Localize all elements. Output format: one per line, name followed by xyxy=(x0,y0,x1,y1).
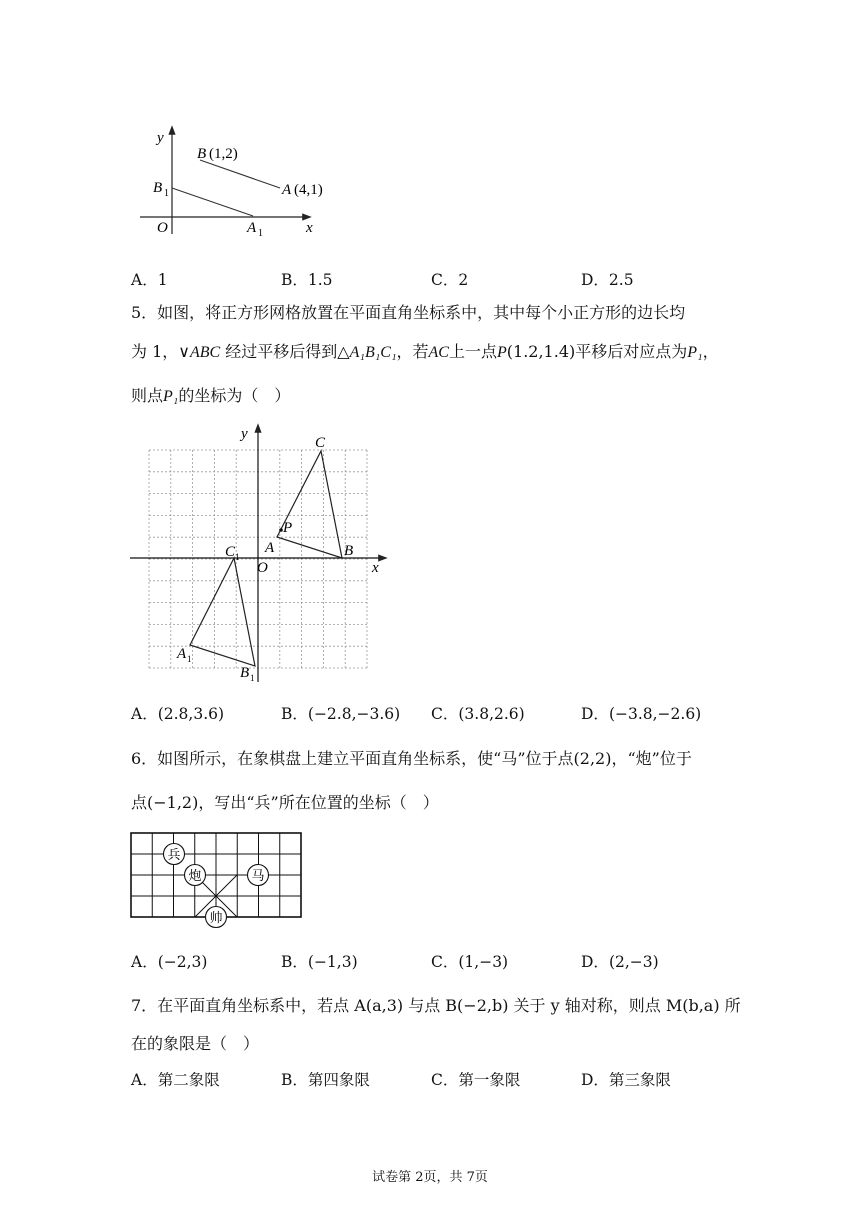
q5-line2-mid4: 平移后对应点为 xyxy=(575,342,688,361)
q5-point-c1-label: C xyxy=(225,544,236,560)
q5-line3-pre: 则点 xyxy=(131,386,164,405)
q5-point-b-label: B xyxy=(344,543,354,559)
q4-option-c[interactable]: C．2 xyxy=(431,271,469,289)
q6-piece-pao-label: 炮 xyxy=(188,868,202,883)
q6-option-c[interactable]: C．(1,−3) xyxy=(431,953,509,971)
q6-chessboard xyxy=(128,830,304,934)
q7-option-d[interactable]: D．第三象限 xyxy=(581,1071,671,1089)
q5-point-a1-sub: 1 xyxy=(187,654,192,664)
q6-option-d[interactable]: D．(2,−3) xyxy=(581,953,659,971)
q6-piece-shuai xyxy=(206,907,227,928)
q5-line2-mid2: ，若 xyxy=(396,342,429,361)
q5-point-a-label: A xyxy=(265,540,275,556)
q5-point-b1-sub: 1 xyxy=(250,673,255,683)
q4-option-b[interactable]: B．1.5 xyxy=(281,271,333,289)
q5-origin-label: O xyxy=(257,560,268,576)
q5-p-coord: (1.2,1.4) xyxy=(506,342,576,361)
q6-option-d-value: (2,−3) xyxy=(608,953,659,971)
q5-option-d-value: (−3.8,−2.6) xyxy=(608,705,702,723)
q4-figure xyxy=(135,122,335,242)
q5-figure xyxy=(125,420,395,690)
q6-piece-shuai-label: 帅 xyxy=(209,910,223,925)
q6-option-c-value: (1,−3) xyxy=(458,953,509,971)
page-footer: 试卷第 2页，共 7页 xyxy=(372,1170,488,1185)
q6-stem-line1: 6．如图所示，在象棋盘上建立平面直角坐标系，使“马”位于点(2,2)，“炮”位于 xyxy=(131,749,692,768)
q5-ac: AC xyxy=(428,344,449,361)
q5-line2-pre: 为 1，∨ xyxy=(131,342,190,361)
q4-y-label: y xyxy=(157,130,164,146)
q5-stem-line2 xyxy=(131,342,719,363)
q6-option-a[interactable]: A．(−2,3) xyxy=(131,953,208,971)
q5-stem-line1: 5．如图，将正方形网格放置在平面直角坐标系中，其中每个小正方形的边长均 xyxy=(131,303,686,322)
q5-option-b-value: (−2.8,−3.6) xyxy=(307,705,401,723)
q6-piece-ma xyxy=(248,865,269,886)
q4-point-a1-label: A xyxy=(247,220,257,236)
q6-piece-bing-label: 兵 xyxy=(167,847,181,862)
q5-option-b[interactable]: B．(−2.8,−3.6) xyxy=(281,705,401,723)
q4-point-b-coord: (1,2) xyxy=(209,146,238,162)
q5-option-d[interactable]: D．(−3.8,−2.6) xyxy=(581,705,702,723)
q7-option-a[interactable]: A．第二象限 xyxy=(131,1071,220,1089)
q6-option-a-value: (−2,3) xyxy=(157,953,208,971)
q4-option-a[interactable]: A．1 xyxy=(131,271,168,289)
q5-line2-end: ， xyxy=(702,342,719,361)
q4-point-b1-label: B xyxy=(153,180,163,196)
q5-option-c-value: (3.8,2.6) xyxy=(458,705,525,723)
q6-option-b-value: (−1,3) xyxy=(307,953,358,971)
q5-option-c[interactable]: C．(3.8,2.6) xyxy=(431,705,525,723)
q4-point-a-label: A xyxy=(282,182,292,198)
q5-triangle-a1b1c1 xyxy=(190,558,255,666)
q7-option-c[interactable]: C．第一象限 xyxy=(431,1071,521,1089)
q5-point-c-label: C xyxy=(315,435,326,451)
q5-point-c1-sub: 1 xyxy=(235,552,240,562)
q5-line3-end: 的坐标为（ ） xyxy=(178,386,291,405)
q7-stem-line1: 7．在平面直角坐标系中，若点 A(a,3) 与点 B(−2,b) 关于 y 轴对称，则点 M(b,a) 所 xyxy=(131,996,741,1015)
q4-point-b1-sub: 1 xyxy=(164,188,169,199)
q5-point-b1-label: B xyxy=(240,665,250,681)
q5-point-p-label: P xyxy=(283,520,293,536)
q4-point-b-label: B xyxy=(197,146,207,162)
q7-option-b[interactable]: B．第四象限 xyxy=(281,1071,370,1089)
q4-x-label: x xyxy=(306,220,313,236)
q5-point-a1-label: A xyxy=(177,646,187,662)
q6-piece-ma-label: 马 xyxy=(251,868,265,883)
q5-option-a-value: (2.8,3.6) xyxy=(157,705,225,723)
q5-option-a[interactable]: A．(2.8,3.6) xyxy=(131,705,225,723)
q4-point-a1-sub: 1 xyxy=(258,228,263,239)
q5-line2-mid: 经过平移后得到△ xyxy=(220,342,350,361)
q5-p: P xyxy=(497,344,507,361)
q5-stem-line3 xyxy=(131,386,290,407)
q5-triangle-abc xyxy=(277,451,342,558)
q4-option-d[interactable]: D．2.5 xyxy=(581,271,634,289)
q5-y-label: y xyxy=(241,426,248,442)
q6-stem-line2: 点(−1,2)，写出“兵”所在位置的坐标（ ） xyxy=(131,793,439,812)
q5-abc: ABC xyxy=(189,344,221,361)
q5-a1b1c1: A₁B₁C₁ xyxy=(349,344,397,361)
q4-origin-label: O xyxy=(157,220,168,236)
q6-piece-bing xyxy=(164,844,185,865)
q5-x-label: x xyxy=(372,560,379,576)
q4-point-a-coord: (4,1) xyxy=(294,182,323,198)
q5-line2-mid3: 上一点 xyxy=(448,342,497,361)
q6-piece-pao xyxy=(185,865,206,886)
q5-p1: P₁ xyxy=(687,344,703,361)
q5-line3-p1: P₁ xyxy=(163,388,179,405)
q7-stem-line2: 在的象限是（ ） xyxy=(131,1034,260,1053)
q6-grid xyxy=(131,833,301,917)
q6-option-b[interactable]: B．(−1,3) xyxy=(281,953,358,971)
